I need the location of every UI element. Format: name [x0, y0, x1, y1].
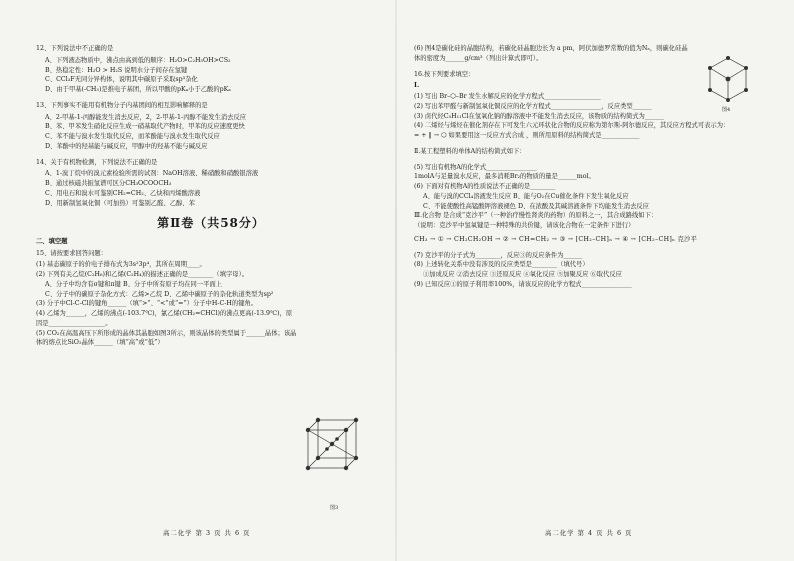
option-row: C、分子中的碳原子杂化方式：乙烯>乙烷 D、乙烯中碳原子的杂化轨道类型为sp² [45, 290, 274, 298]
reaction-types: ①加成反应 ②消去反应 ③还原反应 ④氧化反应 ⑤加聚反应 ⑥取代反应 [423, 271, 622, 278]
crystal-cell-figure [300, 400, 362, 512]
question-12 [36, 44, 386, 95]
question-stem: 13、下列事实不能用有机物分子内基团间的相互影响解释的是 [36, 101, 208, 109]
sub-question-5: (5) 写出有机物A的化学式________________ [414, 163, 537, 171]
sub-question-4: (4) 乙烯为______，乙烯的沸点(-103.7℃)，氯乙烯(CH₂=CHCl)的沸点更高(-13.9℃)，原因是__________________。 [36, 310, 293, 327]
sub-question-6: (6) 图4是碳化硅的晶胞结构，若碳化硅晶胞边长为 a pm，阿伏加德罗常数的值为Nₐ，则碳化硅晶体的密度为______g/cm³（列出计算式即可）。 [414, 45, 688, 62]
figure-caption: 图3 [330, 505, 339, 511]
option-c: C、苯不能与溴水发生取代反应，而苯酚能与溴水发生取代反应 [45, 133, 220, 140]
sub-question-4: (4) 二烯烃与烯烃在催化剂存在下可发生六元环状化合物的反应称为第尔斯-阿尔德反应，其反应方程式可表示为： [414, 122, 730, 130]
section-title: 第Ⅱ卷（共58分） [157, 216, 265, 231]
sub-question-9: (9) 已知反应①的原子利用率100%，请该反应的化学方程式________________ [414, 280, 632, 288]
part-iii-heading: Ⅲ.化合物 是合成“克沙平”（一种治疗慢性肾炎的药物）的原料之一，其合成路线如下： [414, 212, 658, 220]
sub-question-3: (3) 分子中Cl-C-Cl的键角______（填“>”、“<”或“=”）分子中H-C-H的键角。 [36, 300, 258, 308]
silicon-carbide-cell-figure [700, 54, 756, 106]
page-fold [395, 0, 397, 561]
question-15 [36, 249, 298, 349]
option-d: D、用新制氢氧化铜（可加热）可鉴别乙醛、乙醇、苯 [45, 199, 195, 207]
question-stem: 16.按下列要求填空： [414, 70, 475, 78]
question-stem: 15、请按要求回答问题： [36, 249, 107, 257]
question-stem: 12、下列说法中不正确的是 [36, 45, 114, 52]
option-row: A、分子中均含有σ键和π键 B、分子中所有原子均在同一平面上 [45, 280, 223, 288]
option-row: C、不能使酸性高锰酸钾溶液褪色 D、在浓酸及其碱溶液条件下均能发生消去反应 [423, 202, 649, 210]
sub-question-6: (6) 下面对有机物A的性质说法不正确的是________ [414, 183, 556, 190]
option-c: C、CCl₃F无同分异构体，说明其中碳原子采取sp³杂化 [45, 76, 198, 84]
option-b: B、苯、甲苯发生硝化反应生成一硝基取代产物时，甲苯的反应速度更快 [45, 123, 245, 131]
option-a: A、下列液态物质中，沸点由高到低的顺序：H₂O>C₂H₅OH>CS₂ [45, 56, 231, 64]
question-14 [36, 158, 386, 209]
option-c: C、用电石和溴水可鉴别CH₂=CH₂、乙炔和丙烯酸溶液 [45, 189, 201, 197]
option-b: B、热稳定性：H₂O > H₂S 说明水分子间存在氢键 [45, 66, 188, 74]
sub-question-3: (3) 卤代烃C₅H₁₁Cl在氢氧化钠的醇溶液中不能发生消去反应，该物质的结构简式为______ [414, 112, 664, 120]
part-iii-note: （说明：克沙平中氢氧键是一种特殊的共价键，请该化合物在一定条件下进行） [414, 222, 635, 229]
page-footer: 高二化学 第 3 页 共 6 页 [163, 529, 251, 537]
sub-question-2: (2) 写出苯甲醛与新制氢氧化铜反应的化学方程式________________，反应类型______ [414, 102, 652, 110]
part-heading: 二、填空题 [36, 237, 68, 245]
sub-question-5b: 1molA与足量溴水反应，最多消耗Br₂的物质的量是______mol。 [414, 173, 595, 181]
question-13 [36, 101, 386, 152]
sub-question-1: (1) 写出 Br–⬡–Br 发生水解反应的化学方程式__________________ [414, 93, 601, 100]
left-page [36, 44, 386, 354]
question-stem: 14、关于有机物检测，下列说法不正确的是 [36, 158, 158, 166]
sub-question-7: (7) 克沙平的分子式为________，反应③的反应条件为______ [414, 251, 583, 259]
option-d: D、苯酚中的羟基能与碱反应，甲醇中的羟基不能与碱反应 [45, 142, 208, 150]
figure-caption: 图4 [722, 107, 731, 113]
sub-question-8: (8) 上述转化关系中没有涉及的反应类型是________（填代号） [414, 261, 589, 269]
synthesis-route: CH₃ → ① → CH₂CH₂OH → ② → CH=CH₂ → ③ → [CH₂–CH]ₙ → ④ → [CH₂–CH]ₙ 克沙平 [414, 235, 698, 243]
option-a: A、1-溴丁烷中的溴元素检验所需的试剂：NaOH溶液、稀硝酸和硝酸银溶液 [45, 170, 259, 178]
sub-question-2: (2) 下列有关乙烷(C₂H₆)和乙烯(C₂H₄)的描述正确的是________（填字母）。 [36, 271, 249, 279]
part-heading: Ⅰ. [414, 82, 420, 90]
reaction-scheme: = + ‖ → ⬡ 如果要用这一反应方式合成 ，则所用原料的结构简式是____________ [414, 132, 640, 139]
option-b: B、通过核磁共振氢谱可区分CH₃OCOOCH₃ [45, 180, 172, 187]
question-15-6 [414, 44, 692, 64]
option-a: A、2-甲基-1-丙醇能发生消去反应，2，2-甲基-1-丙醇不能发生消去反应 [45, 113, 247, 121]
part-ii-heading: Ⅱ.某工程塑料的单体A的结构简式如下： [414, 147, 526, 155]
option-d: D、由于甲基(-CH₃)是推电子基团，所以甲酸的pKₐ小于乙酸的pKₐ [45, 86, 231, 93]
sub-question-5: (5) CO₂在高温高压下所形成的晶体其晶胞如图3所示，则该晶体的类型属于______晶体；该晶体的熔点比SiO₂晶体______（填“高”或“低”） [36, 329, 297, 347]
sub-question-1: (1) 基态碳原子的价电子排布式为3s²3p⁴，其所在周期____。 [36, 261, 206, 269]
option-row: A、能与溴的CCl₄溶液发生反应 B、能与O₂在Cu催化条件下发生氧化反应 [423, 192, 629, 200]
page-footer: 高二化学 第 4 页 共 6 页 [545, 529, 633, 537]
